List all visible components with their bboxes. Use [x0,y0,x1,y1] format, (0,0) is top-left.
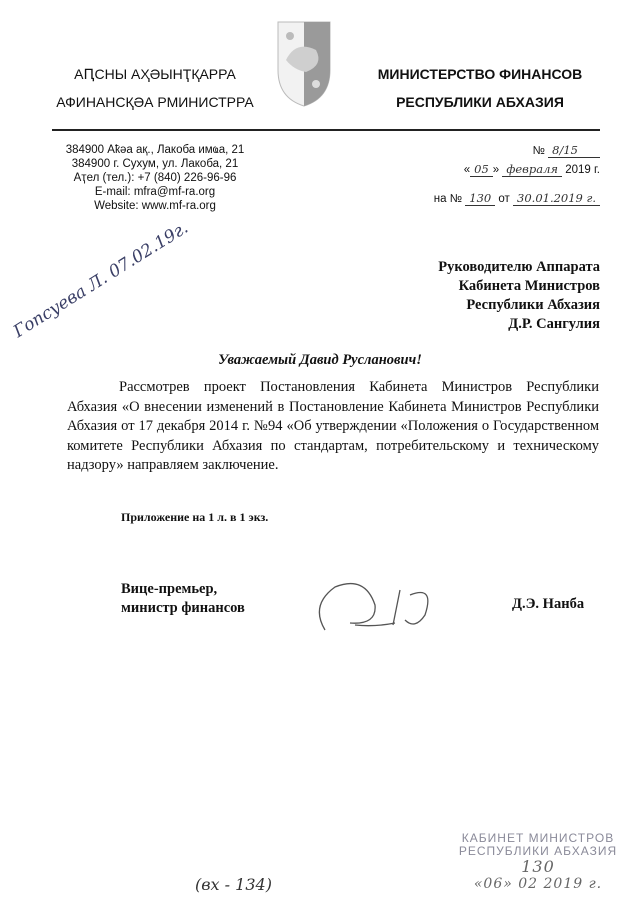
incoming-note: (вх - 134) [195,875,272,894]
address-block [40,143,270,213]
address-line: 384900 г. Сухум, ул. Лакоба, 21 [71,158,239,170]
date-day: 05 [470,162,493,177]
ref-from-label: от [498,193,510,205]
handwritten-signature [305,575,445,650]
email: E-mail: mfra@mf-ra.org [94,186,216,198]
letter-body: Рассмотрев проект Постановления Кабинета Министров Республики Абхазия «О внесении изменений в Постановление Кабинета Министров Республики Абхазия от 17 декабря 2014 г. №94 «Об утверждении «Положения о Государственном комитете Республики Абхазия по стандартам, потребительскому и техническому надзору» направляем заключение. [67,379,599,473]
role-line: министр финансов [121,600,245,616]
ref-number: 130 [465,191,495,206]
coat-of-arms [276,20,332,108]
header-abkhaz-line2: АФИНАНСҚӘА РМИНИСТРРА [56,94,254,110]
registration-block: № 8/15 « 05 » февраля 2019 г. на № 130 от 30.01.2019 г. [433,143,600,205]
header-abkhaz-line1: АԤСНЫ АҲӘЫНҬҚАРРА [74,66,236,82]
resolution-note: Гопсуева Л. 07.02.19г. [10,217,192,342]
stamp-line: КАБИНЕТ МИНИСТРОВ [461,831,615,845]
registration-stamp [448,832,628,892]
ref-date: 30.01.2019 г. [513,191,600,206]
addressee-name: Д.Р. Сангулия [508,316,600,332]
signatory-name: Д.Э. Нанба [512,596,585,612]
addressee-line: Республики Абхазия [466,297,600,313]
header-russian-line1: МИНИСТЕРСТВО ФИНАНСОВ [377,66,583,82]
header-russian-line2: РЕСПУБЛИКИ АБХАЗИЯ [396,94,564,110]
website: Website: www.mf-ra.org [94,200,216,212]
salutation: Уважаемый Давид Русланович! [218,352,422,368]
addressee-line: Кабинета Министров [458,278,600,294]
number-label: № [532,145,545,157]
ref-label: на № [433,193,463,205]
date-month: февраля [502,162,562,177]
header-divider [52,129,600,131]
stamp-number: 130 [521,857,555,876]
addressee-block [438,258,600,334]
signatory-role [121,580,245,618]
outgoing-number: 8/15 [548,143,600,158]
role-line: Вице-премьер, [121,581,218,597]
address-line: 384900 Аҟәа ақ., Лакоба имҩа, 21 [65,144,245,156]
addressee-line: Руководителю Аппарата [438,259,600,275]
attachment-note: Приложение на 1 л. в 1 экз. [121,510,269,524]
stamp-line: РЕСПУБЛИКИ АБХАЗИЯ [458,844,618,858]
stamp-date: «06» 02 2019 г. [473,876,603,892]
date-year: 2019 г. [565,164,600,176]
phone: Аҭел (тел.): +7 (840) 226-96-96 [73,172,237,184]
